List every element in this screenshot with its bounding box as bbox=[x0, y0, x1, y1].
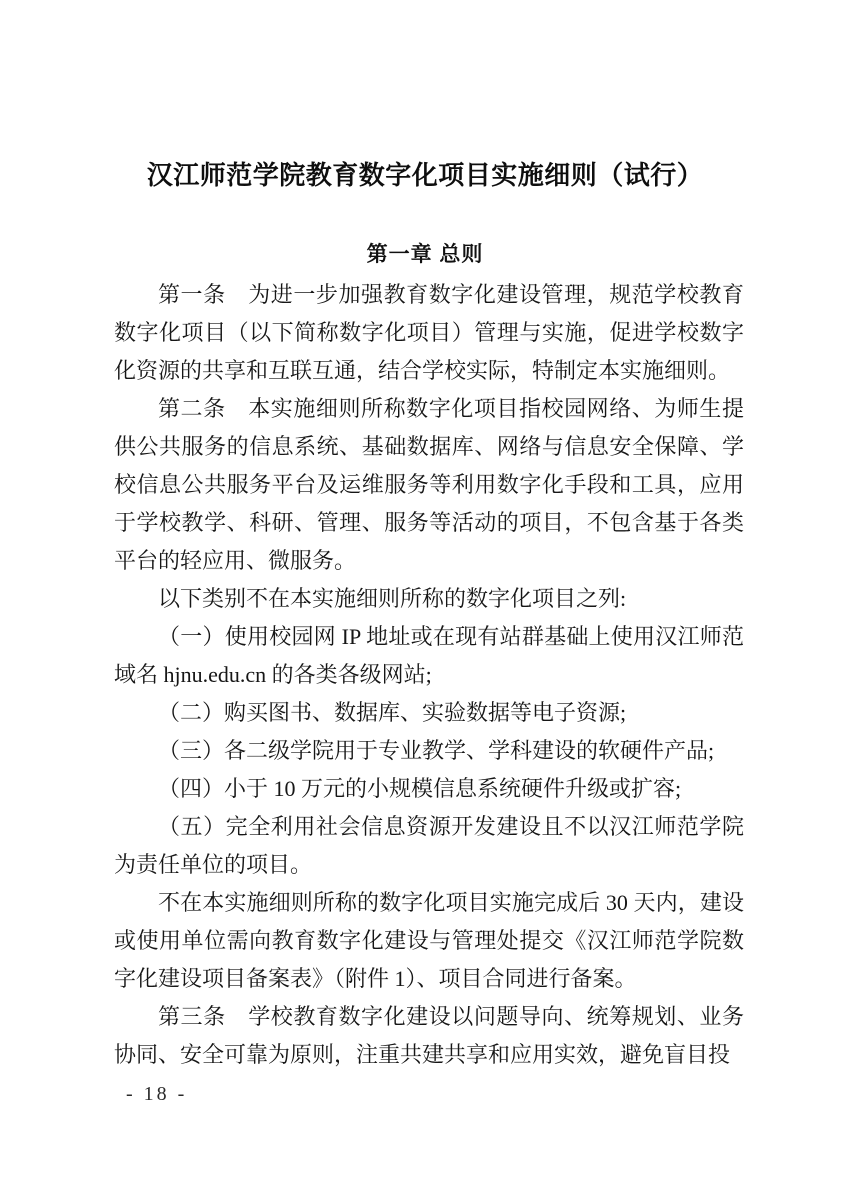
body-paragraph: 第三条 学校教育数字化建设以问题导向、统筹规划、业务协同、安全可靠为原则，注重共建共享和应用实效，避免盲目投 bbox=[114, 1004, 744, 1067]
body-paragraph: 不在本实施细则所称的数字化项目实施完成后 30 天内，建设或使用单位需向教育数字化建设与管理处提交《汉江师范学院数字化建设项目备案表》（附件 1）、项目合同进行备案。 bbox=[114, 890, 744, 991]
document-title: 汉江师范学院教育数字化项目实施细则（试行） bbox=[146, 161, 704, 190]
body-paragraph: 以下类别不在本实施细则所称的数字化项目之列: bbox=[158, 586, 627, 611]
chapter-heading: 第一章 总则 bbox=[366, 243, 484, 266]
page-number: - 18 - bbox=[126, 1083, 188, 1105]
body-paragraph: 第一条 为进一步加强教育数字化建设管理，规范学校教育数字化项目（以下简称数字化项目）管理与实施，促进学校数字化资源的共享和互联互通，结合学校实际，特制定本实施细则。 bbox=[114, 282, 744, 383]
body-paragraph: （一）使用校园网 IP 地址或在现有站群基础上使用汉江师范域名 hjnu.edu.cn 的各类各级网站; bbox=[114, 624, 744, 687]
body-paragraph: （三）各二级学院用于专业教学、学科建设的软硬件产品; bbox=[158, 738, 715, 763]
body-paragraph: （四）小于 10 万元的小规模信息系统硬件升级或扩容; bbox=[158, 776, 682, 801]
body-paragraph: （二）购买图书、数据库、实验数据等电子资源; bbox=[158, 700, 627, 725]
body-paragraph: 第二条 本实施细则所称数字化项目指校园网络、为师生提供公共服务的信息系统、基础数据库、网络与信息安全保障、学校信息公共服务平台及运维服务等利用数字化手段和工具，应用于学校教学、科研、管理、服务等活动的项目，不包含基于各类平台的轻应用、微服务。 bbox=[114, 396, 744, 573]
document-body bbox=[114, 276, 744, 1074]
body-paragraph: （五）完全利用社会信息资源开发建设且不以汉江师范学院为责任单位的项目。 bbox=[114, 814, 744, 877]
